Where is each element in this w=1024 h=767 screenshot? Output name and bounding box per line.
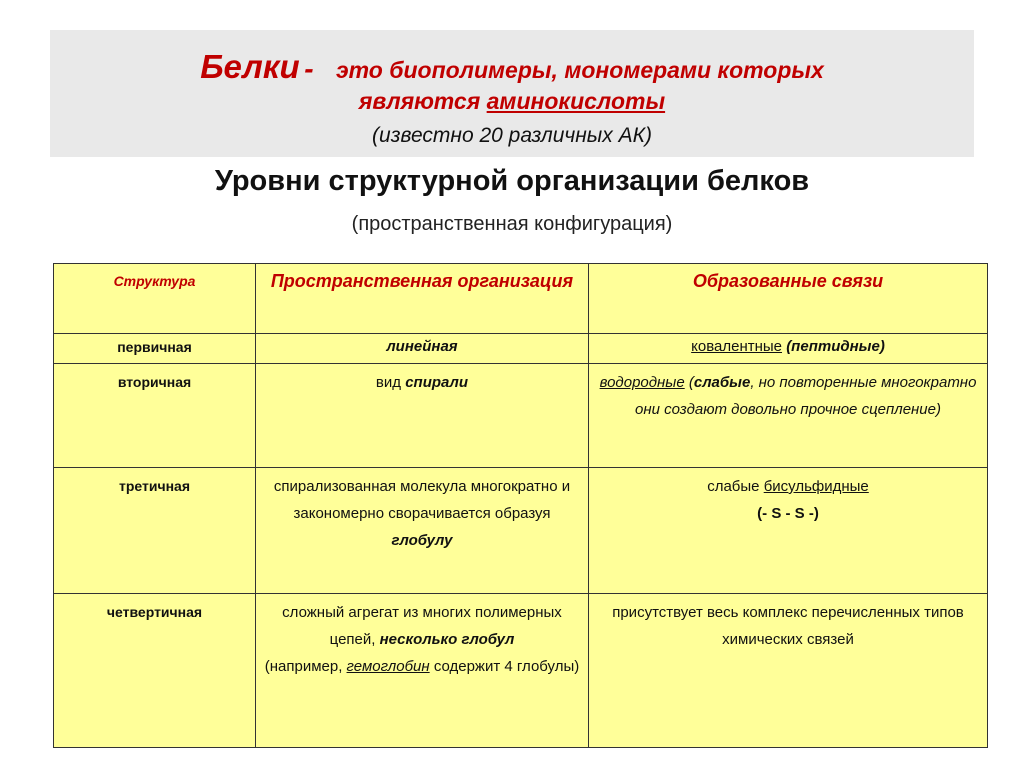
header-amino-acids: аминокислоты [486,88,666,114]
cell-structure: вторичная [54,364,256,468]
section-title: Уровни структурной организации белков [214,165,810,197]
org-emphasis: спирали [405,374,469,391]
header-structure: Структура [54,264,256,334]
cell-organization: линейная [256,334,589,364]
bond-prefix: слабые [707,478,760,495]
cell-structure: первичная [54,334,256,364]
header-banner [50,30,974,157]
table-row [54,594,988,748]
header-line-1 [50,48,974,86]
bond-description: , но повторенные многократно они создают довольно прочное сцепление) [635,374,977,418]
table-header-row [54,264,988,334]
bond-paren: ( [688,374,694,391]
cell-bonds [589,364,988,468]
header-organization: Пространственная организация [256,264,589,334]
header-bonds: Образованные связи [589,264,988,334]
org-text: спирализованная молекула многократно и закономерно сворачивается образуя [273,478,571,522]
cell-organization [256,594,589,748]
header-line-2 [50,88,974,115]
org-text: сложный агрегат из многих полимерных цепей, [282,604,562,648]
org-emphasis: несколько глобул [379,631,515,648]
cell-structure: четвертичная [54,594,256,748]
cell-organization [256,364,589,468]
cell-bonds [589,334,988,364]
org-text: вид [375,374,402,391]
bond-type: водородные [599,374,685,391]
protein-structure-table [53,263,988,748]
bond-emphasis: слабые [693,374,751,391]
org-example-close: содержит 4 глобулы) [433,658,580,675]
cell-structure: третичная [54,468,256,594]
table-row [54,364,988,468]
table-row [54,334,988,364]
header-dash: - [304,53,314,84]
cell-bonds: присутствует весь комплекс перечисленных типов химических связей [589,594,988,748]
header-line-3: (известно 20 различных АК) [372,124,652,147]
section-note: (пространственная конфигурация) [351,213,673,235]
bond-type: бисульфидные [763,478,869,495]
cell-organization [256,468,589,594]
bond-formula: (- S - S -) [757,505,819,522]
bond-detail: (пептидные) [786,338,885,355]
header-line2-prefix: являются [358,88,481,114]
org-emphasis: глобулу [391,532,453,549]
org-example-term: гемоглобин [346,658,430,675]
org-example [264,653,580,680]
org-example-open: (например, [264,658,343,675]
header-keyword: Белки [200,48,300,85]
cell-bonds [589,468,988,594]
table-row [54,468,988,594]
header-definition: это биополимеры, мономерами которых [335,57,824,83]
bond-type: ковалентные [691,338,783,355]
